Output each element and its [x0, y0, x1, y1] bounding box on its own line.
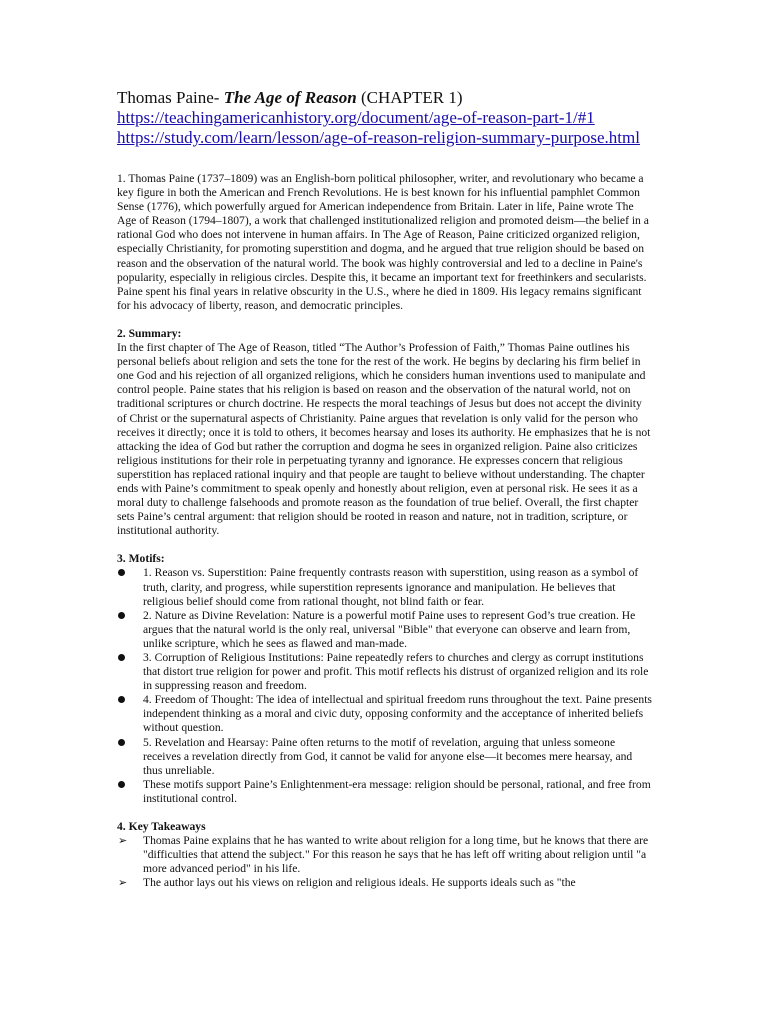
bullet-dot-icon: [118, 778, 130, 792]
motifs-list: [117, 566, 653, 806]
motif-text: 3. Corruption of Religious Institutions: Paine repeatedly refers to churches and clergy as corrupt institutions that distort true religion for power and profit. This motif reflects his distrust of organized religion and its role in suppressing reason and freedom.: [143, 651, 649, 693]
motif-text: 4. Freedom of Thought: The idea of intellectual and spiritual freedom runs throughout the text. Paine presents independent thinking as a moral and civic duty, opposing conformity and the acceptance of inherited beliefs without question.: [143, 693, 652, 735]
list-item: [117, 876, 653, 890]
list-item: [117, 651, 653, 693]
link-teachingamericanhistory[interactable]: https://teachingamericanhistory.org/document/age-of-reason-part-1/#1: [117, 108, 595, 127]
summary-paragraph: In the first chapter of The Age of Reason, titled “The Author’s Profession of Faith,” Thomas Paine outlines his personal beliefs about religion and sets the tone for the rest of the work. He begins by declaring his firm belief in one God and his rejection of all organized religions, which he considers human inventions used to manipulate and control people. Paine states that his religion is based on reason and the observation of the natural world, not on traditional scriptures or church doctrine. He respects the moral teachings of Jesus but does not accept the divinity of Christ or the supernatural aspects of Christianity. Paine argues that revelation is only valid for the person who receives it directly; once it is told to others, it becomes hearsay and loses its authority. He emphasizes that he is not attacking the idea of God but rather the corruption and dogma he sees in organized religion. Paine also criticizes religious institutions for their role in perpetuating tyranny and ignorance. He expresses concern that religious superstition has replaced rational inquiry and that people are taught to believe without understanding. The chapter ends with Paine’s commitment to speak openly and honestly about religion, even at personal risk. He sees it as a moral duty to challenge falsehoods and promote reason as the foundation of true belief. Overall, the first chapter sets Paine’s central argument: that religion should be rooted in reason and nature, not in tradition, scripture, or institutional authority.: [117, 341, 651, 538]
bullet-dot-icon: [118, 609, 130, 623]
list-item: [117, 778, 653, 806]
bullet-dot-icon: [118, 736, 130, 750]
motif-text: 5. Revelation and Hearsay: Paine often returns to the motif of revelation, arguing that unless someone receives a revelation directly from God, it cannot be valid for anyone else—it becomes mere hearsay, and thus unreliable.: [143, 735, 633, 777]
list-item: [117, 609, 653, 651]
takeaway-text: Thomas Paine explains that he has wanted to write about religion for a long time, but he knows that there are "difficulties that attend the subject." For this reason he says that he has left off writing about religion until "a more advanced period" in his life.: [143, 834, 649, 876]
link-study-com[interactable]: https://study.com/learn/lesson/age-of-reason-religion-summary-purpose.html: [117, 128, 640, 147]
document-content: [117, 88, 653, 891]
list-item: [117, 566, 653, 608]
motif-text: 1. Reason vs. Superstition: Paine frequently contrasts reason with superstition, using reason as a symbol of truth, clarity, and progress, while superstition represents ignorance and manipulation. He believes that religious belief should come from rational thought, not blind faith or fear.: [143, 566, 639, 608]
list-item: [117, 834, 653, 876]
takeaways-list: [117, 834, 653, 890]
document-title: [117, 88, 653, 108]
motif-text: These motifs support Paine’s Enlightenment-era message: religion should be personal, rational, and free from institutional control.: [143, 777, 651, 805]
motifs-heading: 3. Motifs:: [117, 552, 165, 566]
arrow-bullet-icon: ➢: [118, 876, 128, 890]
list-item: [117, 693, 653, 735]
motif-text: 2. Nature as Divine Revelation: Nature is a powerful motif Paine uses to represent God’s true creation. He argues that the natural world is the only real, universal "Bible" that everyone can observe and learn from, unlike scripture, which he sees as flawed and man-made.: [143, 608, 636, 650]
bullet-dot-icon: [118, 651, 130, 665]
title-chapter: (CHAPTER 1): [356, 88, 463, 107]
bullet-dot-icon: [118, 693, 130, 707]
summary-heading: 2. Summary:: [117, 326, 182, 340]
list-item: [117, 736, 653, 778]
takeaways-heading: 4. Key Takeaways: [117, 820, 206, 834]
title-author: Thomas Paine-: [117, 88, 224, 107]
takeaway-text: The author lays out his views on religion and religious ideals. He supports ideals such as "the: [143, 876, 576, 890]
arrow-bullet-icon: ➢: [118, 834, 128, 848]
title-book: The Age of Reason: [223, 88, 357, 107]
intro-paragraph: 1. Thomas Paine (1737–1809) was an English-born political philosopher, writer, and revolutionary who became a key figure in both the American and French Revolutions. He is best known for his influential pamphlet Common Sense (1776), which powerfully argued for American independence from Britain. Later in life, Paine wrote The Age of Reason (1794–1807), a work that challenged institutionalized religion and promoted deism—the belief in a rational God who does not intervene in human affairs. In The Age of Reason, Paine criticized organized religion, especially Christianity, for promoting superstition and dogma, and he argued that true religion should be based on reason and the observation of the natural world. The book was highly controversial and led to a decline in Paine's popularity, especially in religious circles. Despite this, it became an important text for freethinkers and secularists. Paine spent his final years in relative obscurity in the U.S., where he died in 1809. His legacy remains significant for his advocacy of liberty, reason, and democratic principles.: [117, 172, 649, 312]
bullet-dot-icon: [118, 566, 130, 580]
